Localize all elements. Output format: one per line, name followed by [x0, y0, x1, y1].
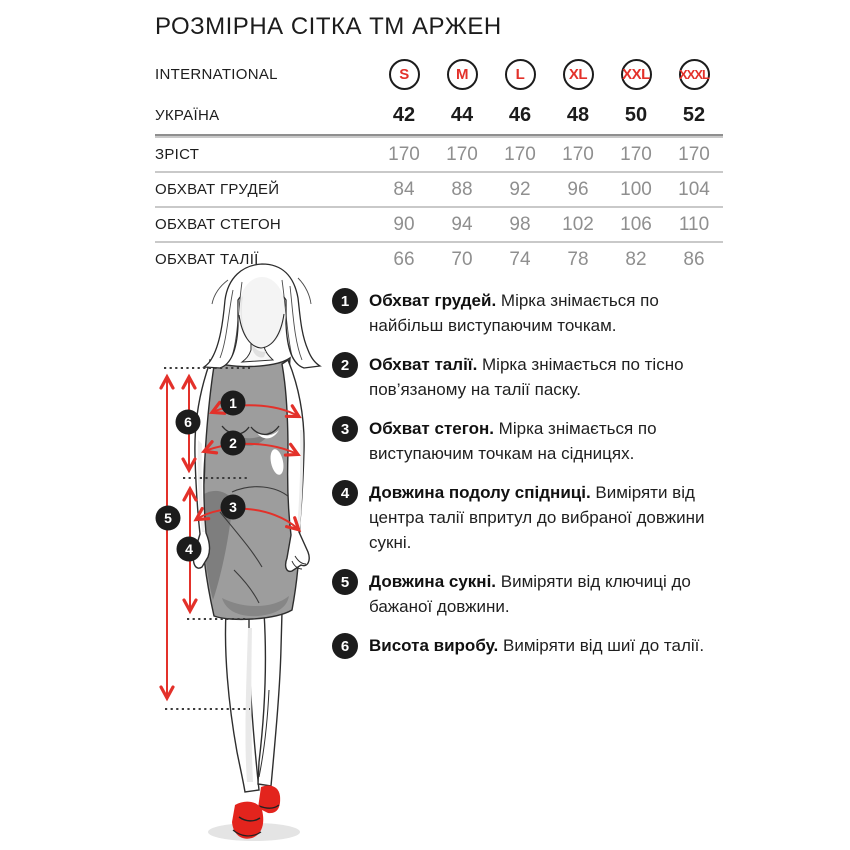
- table-cell: 90: [393, 213, 415, 235]
- size-badge-m: M: [447, 59, 478, 90]
- legend-desc: Виміряти від ключиці до бажаної довжини.: [369, 572, 691, 616]
- table-cell: 78: [567, 248, 589, 270]
- table-cell: 82: [625, 248, 647, 270]
- table-cell: 44: [450, 103, 474, 126]
- table-cell: 46: [508, 103, 532, 126]
- figure-legs: [225, 612, 282, 792]
- table-cell: [375, 59, 433, 90]
- legend-item-dress-length: [332, 569, 728, 619]
- table-cell: 100: [620, 178, 652, 200]
- legend-item-waist: [332, 352, 728, 402]
- legend-term: Довжина подолу спідниці.: [369, 483, 591, 502]
- table-cell: 92: [509, 178, 531, 200]
- table-cell: 86: [683, 248, 705, 270]
- marker-label-1: 1: [229, 395, 237, 411]
- table-cell: 74: [509, 248, 531, 270]
- table-row-height: [155, 136, 723, 171]
- table-cell: 104: [678, 178, 710, 200]
- table-cell: 70: [451, 248, 473, 270]
- size-badge-s: S: [389, 59, 420, 90]
- marker-label-4: 4: [185, 541, 193, 557]
- legend-term: Обхват стегон.: [369, 419, 494, 438]
- measurement-legend: [332, 288, 728, 659]
- table-cell: 170: [678, 143, 710, 165]
- legend-desc: Виміряти від шиї до талії.: [498, 636, 705, 655]
- legend-desc: Мірка знімається по тісно пов’язаному на талії паску.: [369, 355, 684, 399]
- page-title: РОЗМІРНА СІТКА ТМ АРЖЕН: [155, 13, 502, 40]
- legend-item-skirt-length: [332, 480, 728, 555]
- marker-label-6: 6: [184, 414, 192, 430]
- row-label-hips: ОБХВАТ СТЕГОН: [155, 216, 282, 233]
- table-cell: 66: [393, 248, 415, 270]
- legend-text: [369, 352, 728, 402]
- row-label-international: INTERNATIONAL: [155, 65, 278, 83]
- marker-label-3: 3: [229, 499, 237, 515]
- legend-number-badge: 1: [332, 288, 358, 314]
- table-cell: 52: [682, 103, 706, 126]
- table-row-hips: [155, 206, 723, 241]
- table-cell: 170: [446, 143, 478, 165]
- legend-number-badge: 6: [332, 633, 358, 659]
- legend-number-badge: 3: [332, 416, 358, 442]
- legend-text: [369, 288, 728, 338]
- row-label-height: ЗРІСТ: [155, 146, 200, 163]
- legend-number-badge: 5: [332, 569, 358, 595]
- legend-text: [369, 416, 728, 466]
- table-cell: [665, 59, 723, 90]
- table-row-bust: [155, 171, 723, 206]
- legend-item-hips: [332, 416, 728, 466]
- table-cell: 94: [451, 213, 473, 235]
- table-cell: 106: [620, 213, 652, 235]
- table-cell: 96: [567, 178, 589, 200]
- table-cell: 48: [566, 103, 590, 126]
- size-badge-xl: XL: [563, 59, 594, 90]
- table-cell: 98: [509, 213, 531, 235]
- measurement-figure-illustration: [140, 260, 340, 850]
- marker-label-5: 5: [164, 510, 172, 526]
- legend-desc: Виміряти від центра талії впритул до вибраної довжини сукні.: [369, 483, 705, 552]
- size-badge-xxxl: XXXL: [679, 59, 710, 90]
- table-cell: 170: [562, 143, 594, 165]
- table-cell: [433, 59, 491, 90]
- size-table: [155, 52, 723, 276]
- legend-text: [369, 633, 728, 658]
- table-cell: 42: [392, 103, 416, 126]
- legend-desc: Мірка знімається по виступаючим точкам на сідницях.: [369, 419, 657, 463]
- table-cell: 110: [678, 213, 710, 235]
- legend-desc: Мірка знімається по найбільш виступаючим точкам.: [369, 291, 659, 335]
- legend-term: Висота виробу.: [369, 636, 499, 655]
- row-label-waist: ОБХВАТ ТАЛІЇ: [155, 251, 259, 268]
- legend-number-badge: 2: [332, 352, 358, 378]
- size-badge-l: L: [505, 59, 536, 90]
- table-cell: [491, 59, 549, 90]
- table-cell: 170: [504, 143, 536, 165]
- marker-label-2: 2: [229, 435, 237, 451]
- table-cell: 102: [562, 213, 594, 235]
- legend-term: Довжина сукні.: [369, 572, 497, 591]
- size-badge-xxl: XXL: [621, 59, 652, 90]
- table-cell: [607, 59, 665, 90]
- table-cell: 88: [451, 178, 473, 200]
- legend-text: [369, 480, 728, 555]
- legend-number-badge: 4: [332, 480, 358, 506]
- legend-item-bust: [332, 288, 728, 338]
- table-cell: 50: [624, 103, 648, 126]
- legend-term: Обхват грудей.: [369, 291, 497, 310]
- legend-text: [369, 569, 728, 619]
- table-row-ukraine: [155, 96, 723, 136]
- table-row-international: [155, 52, 723, 96]
- legend-item-bodice-height: [332, 633, 728, 659]
- table-cell: 170: [388, 143, 420, 165]
- row-label-bust: ОБХВАТ ГРУДЕЙ: [155, 181, 280, 198]
- row-label-ukraine: УКРАЇНА: [155, 106, 220, 124]
- dress: [202, 358, 300, 619]
- legend-term: Обхват талії.: [369, 355, 478, 374]
- table-cell: 84: [393, 178, 415, 200]
- table-cell: [549, 59, 607, 90]
- table-cell: 170: [620, 143, 652, 165]
